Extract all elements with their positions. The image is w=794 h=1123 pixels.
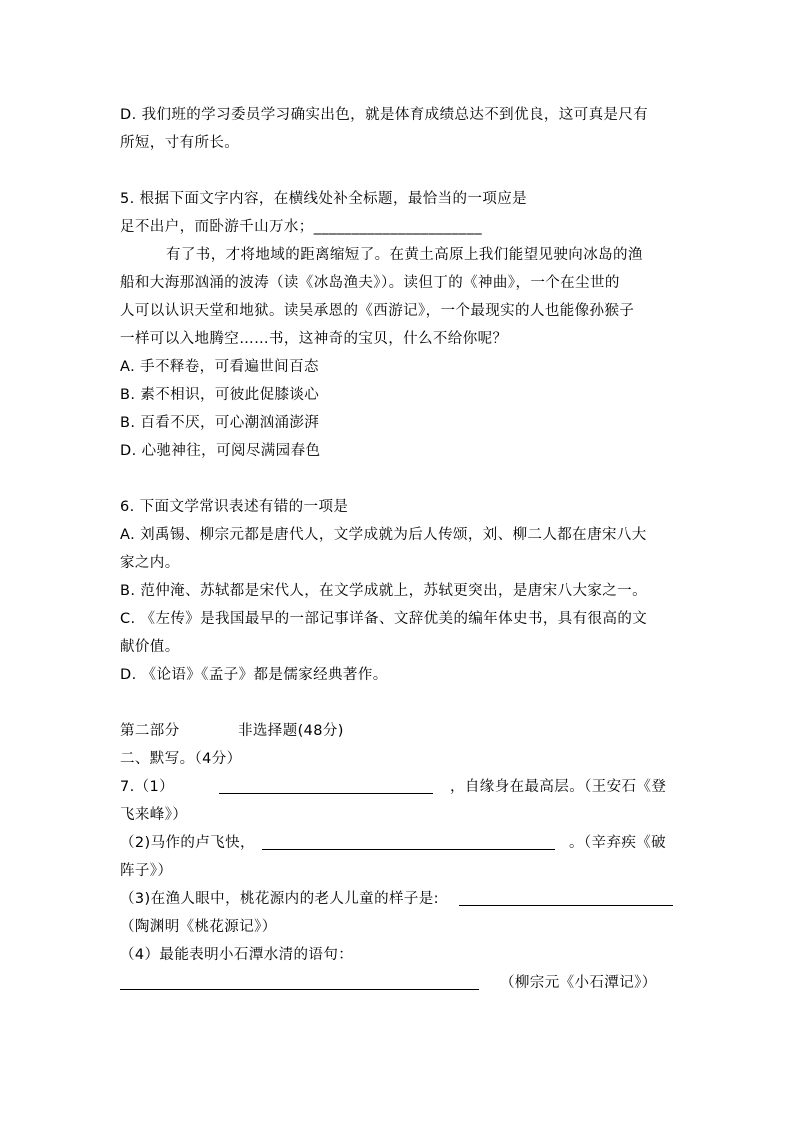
q5-option-b: B. 素不相识，可彼此促膝谈心 — [120, 387, 320, 403]
q7-part3-head: （3)在渔人眼中，桃花源内的老人儿童的样子是: — [120, 891, 439, 907]
q7-part1-label: 7.（1） — [120, 779, 175, 795]
q5-passage-line: 船和大海那汹涌的波涛（读《冰岛渔夫》）。读但丁的《神曲》，一个在尘世的 — [120, 275, 620, 291]
q6-option-a-line1: A. 刘禹锡、柳宗元都是唐代人，文学成就为后人传颂，刘、柳二人都在唐宋八大 — [120, 527, 647, 543]
q5-stem: 5. 根据下面文字内容，在横线处补全标题，最恰当的一项应是 — [120, 191, 528, 207]
part2-heading-type: 非选择题(48分) — [238, 723, 344, 739]
q5-passage-line: 有了书，才将地域的距离缩短了。在黄土高原上我们能望见驶向冰岛的渔 — [166, 247, 643, 263]
q4-option-d-line1: D. 我们班的学习委员学习确实出色，就是体育成绩总达不到优良，这可真是尺有 — [120, 107, 649, 123]
section-heading: 二、默写。（4分） — [120, 751, 242, 767]
q5-passage-line: 人可以认识天堂和地狱。读吴承恩的《西游记》，一个最现实的人也能像孙猴子 — [120, 303, 635, 319]
q7-part3-wrap: （陶渊明《桃花源记》） — [120, 919, 277, 935]
q5-title-line: 足不出户，而卧游千山万水；______________________ — [120, 219, 482, 235]
q5-option-d: D. 心驰神往，可阅尽满园春色 — [120, 443, 321, 459]
q7-part4-blank[interactable] — [120, 989, 479, 990]
q7-part1-tail: ，自缘身在最高层。（王安石《登 — [450, 779, 667, 795]
q6-option-a-line2: 家之内。 — [120, 555, 180, 571]
q6-option-c-line1: C. 《左传》是我国最早的一部记事详备、文辞优美的编年体史书，具有很高的文 — [120, 611, 648, 627]
q5-option-c: B. 百看不厌，可心潮汹涌澎湃 — [120, 415, 320, 431]
part2-heading: 第二部分 — [120, 723, 180, 739]
q6-stem: 6. 下面文学常识表述有错的一项是 — [120, 499, 349, 515]
q7-part3-blank[interactable] — [459, 905, 673, 906]
q7-part2-blank[interactable] — [262, 849, 555, 850]
q7-part2-wrap: 阵子》） — [120, 863, 173, 879]
q5-passage-line: 一样可以入地腾空……书，这神奇的宝贝，什么不给你呢？ — [120, 331, 508, 347]
q7-part2-head: （2)马作的卢飞快， — [120, 835, 255, 851]
q5-option-a: A. 手不释卷，可看遍世间百态 — [120, 359, 319, 375]
q6-option-b: B. 范仲淹、苏轼都是宋代人，在文学成就上，苏轼更突出，是唐宋八大家之一。 — [120, 583, 647, 599]
q6-option-d: D. 《论语》《孟子》都是儒家经典著作。 — [120, 667, 388, 683]
q7-part2-tail: 。（辛弃疾《破 — [569, 835, 667, 851]
q7-part4-tail: （柳宗元《小石潭记》） — [500, 975, 657, 991]
q7-part4-head: （4）最能表明小石潭水清的语句： — [120, 947, 354, 963]
q7-part1-blank[interactable] — [219, 793, 433, 794]
q6-option-c-line2: 献价值。 — [120, 639, 180, 655]
q7-part1-wrap: 飞来峰》） — [120, 807, 188, 823]
q4-option-d-line2: 所短，寸有所长。 — [120, 135, 240, 151]
